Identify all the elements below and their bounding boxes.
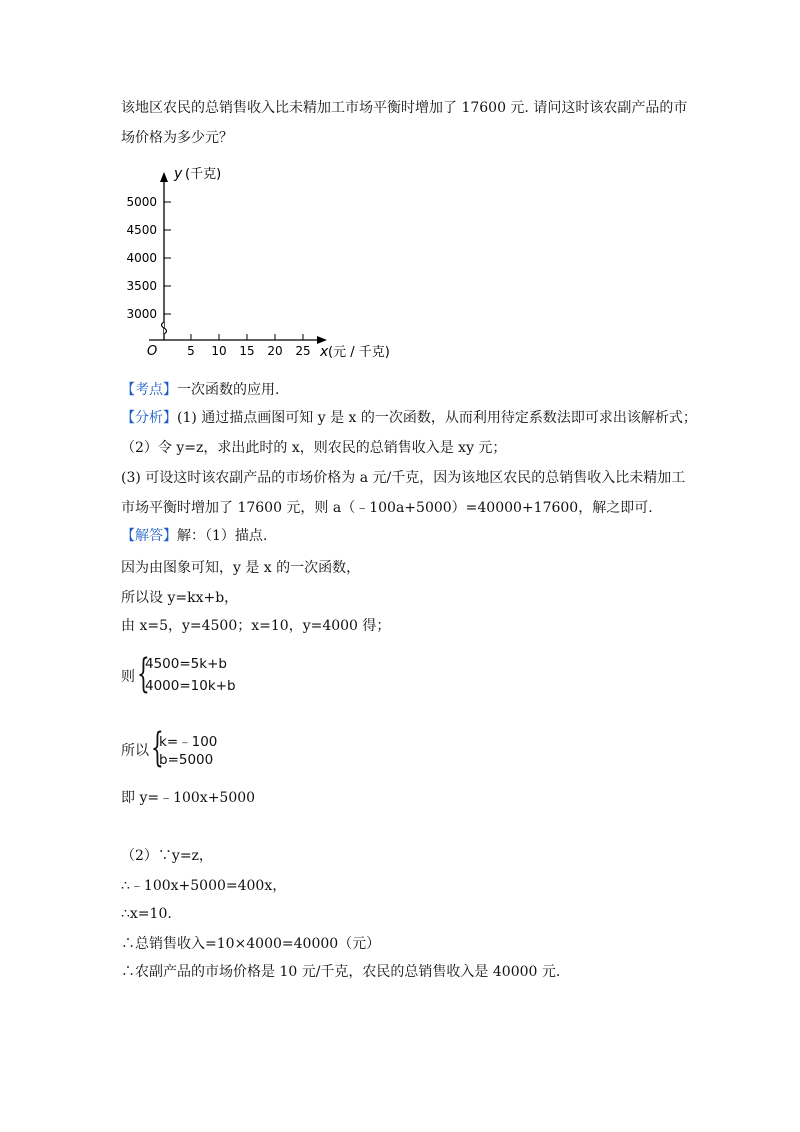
fenxi-line-3: (3) 可设这时该农副产品的市场价格为 a 元/千克，因为该地区农民的总销售收入比未精加工 [121,470,686,486]
y-tick-label: 4000 [126,251,157,265]
question-line-1: 该地区农民的总销售收入比未精加工市场平衡时增加了 17600 元. 请问这时该农副产品的市 [121,100,688,116]
y-ticks [164,202,171,314]
y-axis-label-unit: (千克) [185,167,222,182]
jieda-line-9: ∴总销售收入=10×4000=40000（元） [121,936,381,952]
system1-eq2: 4000=10k+b [145,678,236,694]
fenxi-text-1: (1) 通过描点画图可知 y 是 x 的一次函数，从而利用待定系数法即可求出该解析式； [177,410,697,426]
fenxi-line-4: 市场平衡时增加了 17600 元，则 a（﹣100a+5000）=40000+17600，解之即可. [121,500,653,516]
jieda-line-1 [121,526,267,546]
left-brace-icon: { [137,651,150,697]
system1-eq1: 4500=5k+b [145,656,227,672]
fenxi-line-1 [121,408,697,428]
kaodian-line [121,380,279,400]
left-brace-icon: { [151,725,164,771]
x-tick-label: 25 [295,344,311,358]
jieda-line-6: （2）∵y=z， [121,848,213,864]
y-tick-label: 3500 [126,279,157,293]
y-axis-break [162,322,167,334]
jieda-line-2: 因为由图象可知，y 是 x 的一次函数， [121,560,361,576]
equation-system-1 [121,652,321,702]
jieda-line-7: ∴﹣100x+5000=400x， [121,878,287,894]
x-tick-label: 10 [211,344,227,358]
x-tick-label: 15 [239,344,255,358]
x-tick-label: 5 [187,344,195,358]
system1-label: 则 [121,669,135,685]
fenxi-line-2: （2）令 y=z，求出此时的 x，则农民的总销售收入是 xy 元； [121,440,507,456]
y-axis-label-var: y [174,166,183,182]
jieda-line-10: ∴农副产品的市场价格是 10 元/千克，农民的总销售收入是 40000 元. [121,964,561,980]
origin-label: O [147,344,158,359]
coordinate-axes-figure [121,162,401,362]
system2-label: 所以 [121,743,149,759]
jieda-line-5: 即 y=﹣100x+5000 [121,790,256,806]
jieda-line-3: 所以设 y=kx+b， [121,590,239,606]
y-tick-label: 3000 [126,307,157,321]
jieda-line-4: 由 x=5，y=4500；x=10，y=4000 得； [121,618,391,634]
jieda-line-8: ∴x=10. [121,906,172,922]
x-axis-label-var: x [320,344,329,360]
x-ticks [191,334,303,340]
y-tick-label: 4500 [126,223,157,237]
kaodian-tag: 【考点】 [121,382,177,398]
system2-eq1: k=﹣100 [159,734,218,750]
x-axis-label-unit: (元 / 千克) [328,345,390,360]
kaodian-text: 一次函数的应用. [177,382,280,398]
fenxi-tag: 【分析】 [121,410,177,426]
y-axis-arrow [160,172,168,182]
question-line-2: 场价格为多少元？ [121,130,233,146]
x-axis-arrow [317,336,327,344]
system2-eq2: b=5000 [159,752,214,768]
jieda-text-1: 解：（1）描点. [177,528,268,544]
y-tick-label: 5000 [126,195,157,209]
equation-system-2 [121,726,321,776]
x-tick-label: 20 [267,344,283,358]
jieda-tag: 【解答】 [121,528,177,544]
